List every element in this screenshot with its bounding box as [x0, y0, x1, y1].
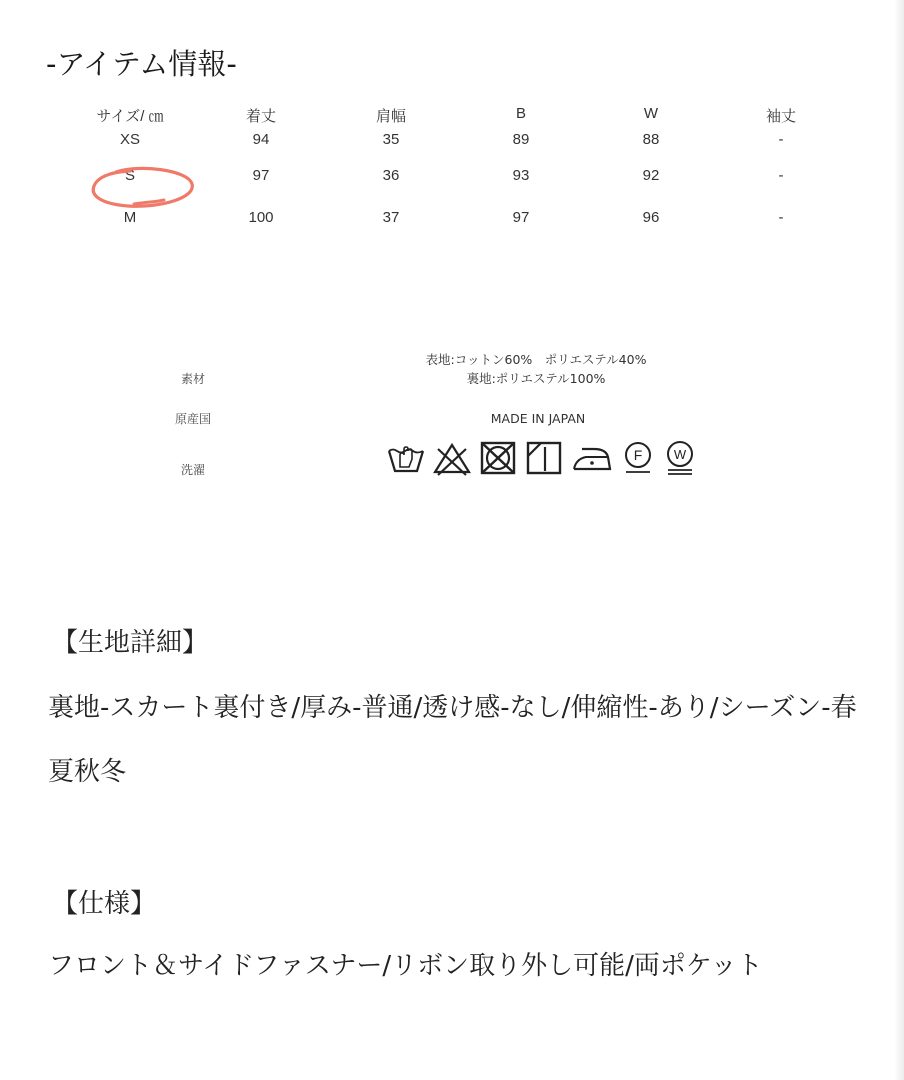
size-row-m	[68, 209, 848, 229]
cell-bust: 93	[512, 167, 530, 184]
header-sleeve: 袖丈	[765, 108, 796, 125]
cell-length: 94	[252, 131, 270, 148]
material-line-2: 裏地:ポリエステル100%	[466, 371, 606, 386]
header-length: 着丈	[245, 108, 276, 125]
wash-label: 洗濯	[180, 463, 205, 477]
care-symbols	[386, 440, 698, 480]
origin-value: MADE IN JAPAN	[490, 411, 586, 426]
spec-body: フロント＆サイドファスナー/リボン取り外し可能/両ポケット	[48, 951, 763, 981]
header-bust: B	[515, 105, 526, 122]
header-waist: W	[643, 105, 659, 122]
wet-clean-w-icon	[662, 439, 698, 481]
cell-sleeve: -	[778, 131, 784, 148]
cell-waist: 88	[642, 131, 660, 148]
header-size: サイズ/ ㎝	[96, 108, 164, 125]
cell-size: XS	[119, 131, 140, 148]
no-tumble-dry-icon	[478, 439, 518, 481]
cell-length: 97	[252, 167, 270, 184]
cell-sleeve: -	[778, 209, 784, 226]
cell-waist: 92	[642, 167, 660, 184]
cell-shoulder: 37	[382, 209, 400, 226]
origin-label: 原産国	[174, 412, 211, 426]
cell-size: S	[124, 167, 135, 184]
svg-text:F: F	[633, 447, 643, 463]
cell-bust: 89	[512, 131, 530, 148]
dry-clean-f-icon	[620, 439, 656, 481]
page-edge-shadow	[894, 0, 904, 1080]
item-info-title: -アイテム情報-	[46, 47, 237, 81]
spec-heading: 【仕様】	[52, 889, 157, 919]
cell-size: M	[123, 209, 137, 226]
line-dry-shade-icon	[524, 439, 564, 481]
size-table-header	[68, 105, 848, 125]
size-row-xs	[68, 125, 848, 167]
size-row-s	[68, 167, 848, 209]
iron-low-icon	[570, 439, 614, 481]
fabric-details-body: 裏地-スカート裏付き/厚み-普通/透け感-なし/伸縮性-あり/シーズン-春夏秋冬	[48, 693, 857, 787]
header-shoulder: 肩幅	[375, 108, 406, 125]
cell-sleeve: -	[778, 167, 784, 184]
hand-wash-icon	[386, 439, 426, 481]
no-bleach-icon	[432, 439, 472, 481]
size-table	[68, 105, 848, 229]
material-line-1: 表地:コットン60% ポリエステル40%	[425, 352, 647, 367]
svg-text:W: W	[673, 447, 687, 462]
cell-length: 100	[248, 209, 274, 226]
cell-shoulder: 35	[382, 131, 400, 148]
cell-waist: 96	[642, 209, 660, 226]
cell-shoulder: 36	[382, 167, 400, 184]
material-label: 素材	[180, 372, 205, 386]
cell-bust: 97	[512, 209, 530, 226]
fabric-details-heading: 【生地詳細】	[52, 628, 209, 658]
